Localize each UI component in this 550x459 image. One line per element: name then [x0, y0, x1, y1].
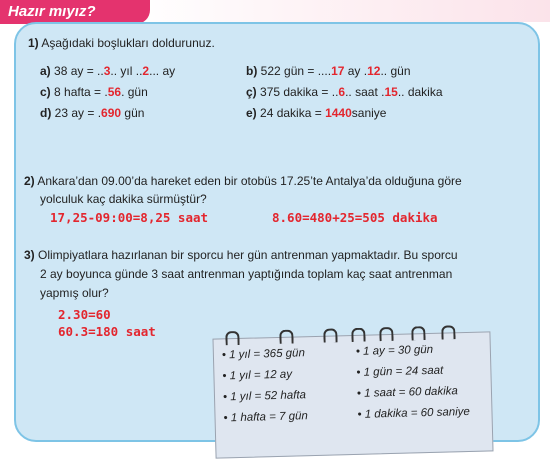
- handwritten-answer: 1440: [325, 106, 352, 120]
- header-decoration: [130, 0, 550, 22]
- q1-number: 1): [28, 36, 39, 50]
- q1-item-cc: [246, 85, 443, 99]
- fact-right-4: • 1 dakika = 60 saniye: [357, 405, 471, 421]
- handwritten-answer: 15: [384, 85, 398, 99]
- q2-text: Ankara’dan 09.00’da hareket eden bir otobüs 17.25’te Antalya’da olduğuna göre: [37, 174, 462, 188]
- handwritten-answer: 3: [103, 64, 111, 78]
- q2-answer-1: 17,25-09:00=8,25 saat: [50, 210, 209, 225]
- fact-left-3: • 1 yıl = 52 hafta: [222, 389, 307, 404]
- q1-item-b: [246, 64, 411, 78]
- header-tab: [0, 0, 150, 24]
- item-text: .. saat .: [345, 85, 385, 99]
- q3-line3: yapmış olur?: [40, 286, 109, 300]
- item-label: d): [40, 106, 52, 120]
- q3-answer-1: 2.30=60: [58, 307, 111, 322]
- reference-notebook: [212, 331, 493, 458]
- item-text: 375 dakika = ..: [260, 85, 339, 99]
- handwritten-answer: 56: [107, 85, 122, 99]
- q1-item-c: [40, 85, 148, 99]
- q2-line2: yolculuk kaç dakika sürmüştür?: [40, 192, 207, 206]
- handwritten-answer: 2: [142, 64, 150, 78]
- ring-icon: [225, 331, 239, 345]
- item-text: 522 gün = ....: [260, 64, 332, 78]
- q3-number: 3): [24, 248, 35, 262]
- ring-icon: [323, 328, 337, 342]
- item-label: c): [40, 85, 51, 99]
- item-text: gün: [121, 106, 145, 120]
- item-label: ç): [246, 85, 257, 99]
- ring-icon: [411, 326, 425, 340]
- q2-answer-2: 8.60=480+25=505 dakika: [272, 210, 438, 225]
- q3-line1: [24, 248, 458, 262]
- ring-icon: [379, 327, 393, 341]
- item-text: 24 dakika =: [260, 106, 326, 120]
- item-text: 8 hafta = .: [54, 85, 108, 99]
- q1-item-d: [40, 106, 144, 120]
- item-label: b): [246, 64, 258, 78]
- q1-item-e: [246, 106, 386, 120]
- q1-item-a: [40, 64, 175, 78]
- item-text: ... ay: [149, 64, 176, 78]
- fact-left-4: • 1 hafta = 7 gün: [223, 410, 308, 425]
- item-text: . gün: [121, 85, 148, 99]
- fact-right-2: • 1 gün = 24 saat: [356, 364, 444, 379]
- item-label: e): [246, 106, 257, 120]
- q2-number: 2): [24, 174, 35, 188]
- ring-icon: [279, 330, 293, 344]
- handwritten-answer: 6: [338, 85, 346, 99]
- item-text: ay .: [344, 64, 368, 78]
- fact-left-2: • 1 yıl = 12 ay: [222, 368, 293, 383]
- q1-heading: [28, 36, 215, 50]
- ring-icon: [351, 328, 365, 342]
- item-text: .. dakika: [397, 85, 443, 99]
- handwritten-answer: 17: [331, 64, 345, 78]
- ring-icon: [441, 325, 455, 339]
- q3-line2: 2 ay boyunca günde 3 saat antrenman yaptığında toplam kaç saat antrenman: [40, 267, 453, 281]
- item-text: 38 ay = ..: [54, 64, 104, 78]
- handwritten-answer: 690: [101, 106, 122, 120]
- fact-left-1: • 1 yıl = 365 gün: [221, 347, 306, 362]
- item-text: .. gün: [380, 64, 411, 78]
- q1-prompt: Aşağıdaki boşlukları doldurunuz.: [41, 36, 215, 50]
- q3-text: Olimpiyatlara hazırlanan bir sporcu her gün antrenman yapmaktadır. Bu sporcu: [38, 248, 458, 262]
- fact-right-1: • 1 ay = 30 gün: [355, 343, 434, 358]
- item-label: a): [40, 64, 51, 78]
- page-title: Hazır mıyız?: [8, 3, 96, 20]
- item-text: .. yıl ..: [110, 64, 143, 78]
- handwritten-answer: 12: [367, 64, 381, 78]
- item-text: saniye: [351, 106, 387, 120]
- q3-answer-2: 60.3=180 saat: [58, 324, 156, 339]
- item-text: 23 ay = .: [54, 106, 102, 120]
- fact-right-3: • 1 saat = 60 dakika: [356, 385, 458, 400]
- q2-line1: [24, 174, 462, 188]
